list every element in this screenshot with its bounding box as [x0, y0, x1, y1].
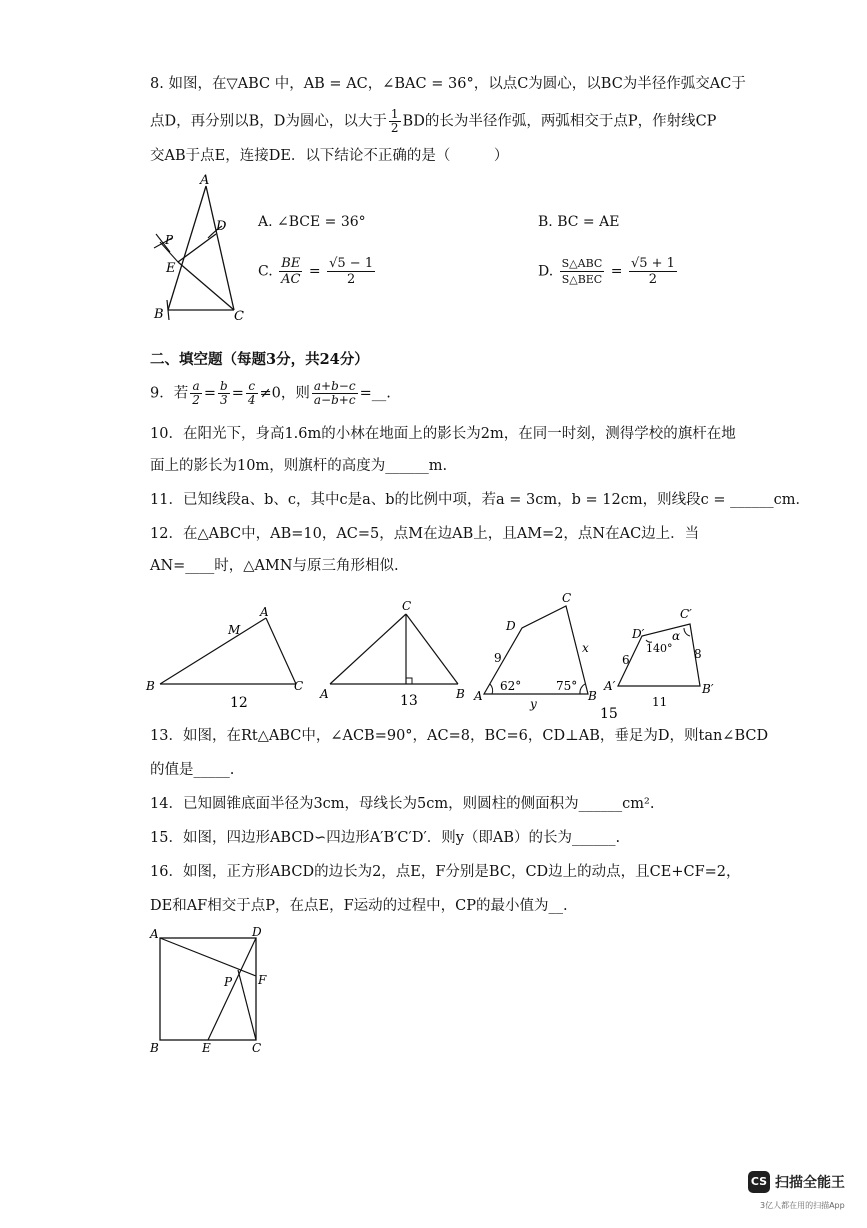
fig15p-angle-d: 140° [646, 642, 673, 655]
fig12-label-m: M [228, 623, 241, 637]
fig15-side-ad: 9 [494, 651, 502, 665]
fig16-label-d: D [252, 925, 262, 939]
fig15p-angle-c: α [672, 629, 681, 643]
q8-option-d-rhs-den: 2 [648, 272, 658, 287]
q8-option-d-label: D. [538, 263, 554, 280]
fig15-side-bc: x [582, 641, 589, 655]
fig15p-side-ad: 6 [622, 653, 630, 667]
fig15-label-c: C [562, 591, 572, 605]
fig13-label-a: A [320, 687, 329, 701]
q11: 11．已知线段a、b、c，其中c是a、b的比例中项，若a = 3cm，b = 12cm，则线段c = ______cm． [150, 492, 810, 508]
q16-line1: 16．如图，正方形ABCD的边长为2，点E，F分别是BC，CD边上的动点，且CE+CF=2， [150, 864, 741, 880]
q8-option-d-rhs [629, 256, 677, 287]
fig16-label-a: A [150, 927, 159, 941]
q9: 9．若 $\frac{a}{2}$ = $\frac{b}{3}$ = $\frac{c}{4}$ ≠0，则 $\frac{a+b-c}{a-b+c}$ =__. [150, 379, 391, 407]
q15: 15．如图，四边形ABCD∽四边形A′B′C′D′．则y（即AB）的长为______. [150, 830, 621, 846]
q14: 14．已知圆锥底面半径为3cm，母线长为5cm，则圆柱的侧面积为______cm². [150, 796, 655, 812]
q10-line2: 面上的影长为10m，则旗杆的高度为______m. [150, 458, 448, 474]
q8-option-a: A. ∠BCE = 36° [258, 214, 366, 230]
fig15p-side-ab: 11 [652, 695, 668, 709]
fig15-quad-abcd [473, 591, 618, 722]
fig16-label-c: C [252, 1041, 262, 1055]
q9-suffix: =__. [359, 385, 391, 402]
section-title-fill-in: 二、填空题（每题3分，共24分） [150, 351, 369, 368]
q12-line1: 12．在△ABC中，AB=10，AC=5，点M在边AB上，且AM=2，点N在AC边上．当 [150, 526, 700, 542]
fig16-label-b: B [150, 1041, 159, 1055]
q8-label-b: B [154, 307, 164, 322]
q8-frac-num: 1 [390, 107, 399, 121]
q9-frac-expr: $\frac{a+b-c}{a-b+c}$ [313, 379, 356, 407]
q8-option-d: D. $\frac{\text{S△ABC}}{\text{S△BEC}}$ = $\frac{√5 + 1}{2}$ [538, 256, 675, 287]
q10-line1: 10．在阳光下，身高1.6m的小林在地面上的影长为2m，在同一时刻，测得学校的旗杆在地 [150, 426, 736, 442]
q9-mid: ≠0，则 [259, 385, 310, 402]
fig15-angle-b: 75° [556, 679, 578, 693]
fig16-label-f: F [258, 973, 267, 987]
q8-option-d-den: S△BEC [561, 273, 603, 286]
scanner-tagline: 3亿人都在用的扫描App [760, 1201, 845, 1210]
q8-option-c-rhs-den: 2 [346, 272, 356, 287]
fig12-number: 12 [230, 695, 248, 711]
fig15-side-ab: y [530, 697, 537, 711]
fig16-label-p: P [224, 975, 233, 989]
q8-line2 [150, 108, 716, 135]
q16-line2: DE和AF相交于点P，在点E，F运动的过程中，CP的最小值为__. [150, 898, 568, 914]
q8-label-e: E [166, 261, 176, 276]
fig13-number: 13 [400, 693, 418, 709]
fig15p-label-d: D′ [632, 627, 645, 641]
fig16-segment-de [208, 938, 256, 1040]
q13-line2: 的值是_____. [150, 762, 235, 778]
fig12-label-b: B [146, 679, 155, 693]
fig15p-side-bc: 8 [694, 647, 702, 661]
q8-option-d-lhs [560, 256, 605, 287]
q9-frac-c: $\frac{c}{4}$ [247, 379, 256, 407]
scanner-logo-icon: CS [748, 1171, 770, 1193]
q8-line3: 交AB于点E，连接DE．以下结论不正确的是（ ） [150, 148, 509, 164]
q8-line1: 8. 如图，在▽ABC 中，AB = AC，∠BAC = 36°，以点C为圆心，以BC为半径作弧交AC于 [150, 76, 746, 92]
q8-line2-b: BD的长为半径作弧，两弧相交于点P，作射线CP [402, 113, 717, 130]
q8-side-ab [168, 186, 206, 310]
fig15-label-b: B [588, 689, 597, 703]
q8-segment-de [178, 234, 216, 262]
fig13-label-c: C [402, 599, 412, 613]
q8-segment-ce [178, 262, 234, 310]
q8-option-c: C. $\frac{BE}{AC}$ = $\frac{√5 - 1}{2}$ [258, 256, 374, 287]
fig15-number: 15 [600, 706, 618, 722]
q8-option-d-rhs-num: √5 + 1 [630, 256, 675, 271]
q8-option-c-den: AC [281, 272, 301, 287]
fig12-triangle [145, 605, 303, 711]
q8-label-c: C [234, 309, 244, 322]
q9-frac-b: $\frac{b}{3}$ [220, 379, 228, 407]
fig15p-label-a: A′ [604, 679, 616, 693]
q13-line1: 13．如图，在Rt△ABC中，∠ACB=90°，AC=8，BC=6，CD⊥AB，垂足为D，则tan∠BCD [150, 728, 769, 744]
q8-label-d: D [216, 219, 227, 234]
q9-frac-a: $\frac{a}{2}$ [192, 379, 200, 407]
fig13-label-b: B [456, 687, 465, 701]
fig15p-label-c: C′ [680, 607, 692, 621]
q8-side-ac [206, 186, 234, 310]
q8-label-a: A [200, 173, 210, 188]
q12-line2: AN=____时，△AMN与原三角形相似. [150, 558, 399, 574]
scanner-app-name: 扫描全能王 [775, 1175, 845, 1191]
q8-label-p: P [165, 233, 174, 247]
q8-option-b: B. BC = AE [538, 214, 620, 230]
fig16-square [148, 924, 278, 1060]
fig13-triangle [319, 599, 465, 709]
fig16-label-e: E [202, 1041, 211, 1055]
q8-half-fraction [389, 108, 401, 135]
q9-prefix: 9．若 [150, 385, 189, 402]
q8-figure [148, 172, 248, 322]
fig15-quad-abcd-prime [603, 607, 714, 709]
q8-line2-a: 点D，再分别以B，D为圆心，以大于 [150, 113, 387, 130]
fig16-square-outline [160, 938, 256, 1040]
fig15p-label-b: B′ [702, 682, 714, 696]
q8-option-c-label: C. [258, 263, 273, 280]
q8-option-c-rhs-num: √5 − 1 [329, 256, 374, 271]
q8-option-c-num: BE [279, 256, 302, 272]
q8-option-c-rhs [327, 256, 375, 287]
fig16-segment-cp [238, 970, 256, 1040]
fig15-angle-a: 62° [500, 679, 522, 693]
q8-option-c-lhs [279, 256, 302, 287]
fig15-label-d: D [506, 619, 516, 633]
fig12-label-c: C [294, 679, 304, 693]
fig15-label-a: A [474, 689, 483, 703]
fig12-label-a: A [260, 605, 269, 619]
fig16-segment-af [160, 938, 256, 976]
q8-frac-den: 2 [390, 121, 399, 135]
q8-option-d-num: S△ABC [561, 257, 603, 270]
figure-row [140, 590, 720, 730]
